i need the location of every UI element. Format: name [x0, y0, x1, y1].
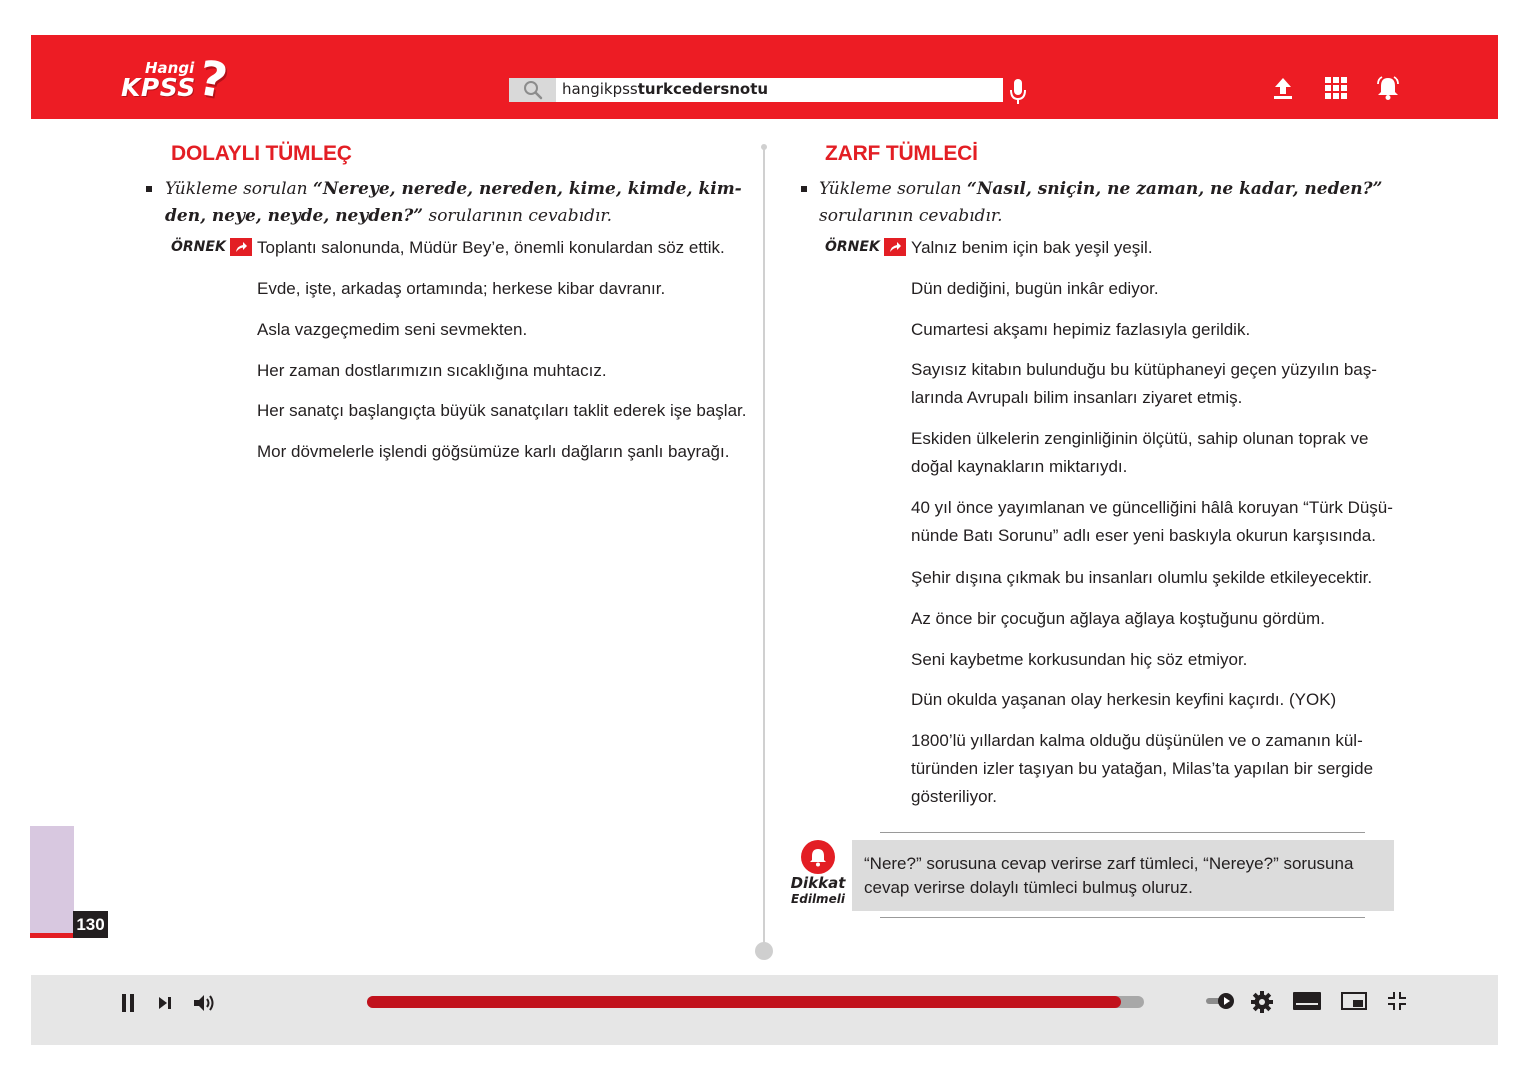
- dikkat-rule-bottom: [880, 917, 1365, 918]
- right-example-6: 40 yıl önce yayımlanan ve güncelliğini hâlâ koruyan “Türk Düşü- nünde Batı Sorunu” adlı eser yeni baskıyla okurun karşısında.: [911, 498, 1393, 545]
- autoplay-toggle-icon[interactable]: [1204, 990, 1236, 1012]
- right-example-2: Dün dediğini, bugün inkâr ediyor.: [911, 279, 1159, 298]
- right-example-1: Yalnız benim için bak yeşil yeşil.: [911, 238, 1153, 257]
- left-bullet-marker: [146, 186, 152, 192]
- search-bar[interactable]: [509, 78, 1003, 102]
- progress-bar-fill: [367, 996, 1121, 1008]
- search-icon: [509, 78, 556, 102]
- progress-bar[interactable]: [367, 996, 1144, 1008]
- search-button[interactable]: [509, 78, 556, 102]
- left-section-title: DOLAYLI TÜMLEÇ: [171, 142, 352, 165]
- search-input[interactable]: [562, 80, 768, 98]
- page-divider-top: [761, 144, 767, 150]
- left-bullet-bold-2: den, neye, neyde, neyden?”: [165, 206, 424, 226]
- right-example-11: 1800’lü yıllardan kalma olduğu düşünülen ve o zamanın kül- türünden izler taşıyan bu yatağan, Milas’ta yapılan bir sergide gösteriliyor.: [911, 731, 1374, 806]
- right-section-title: ZARF TÜMLECİ: [825, 142, 978, 165]
- volume-icon[interactable]: [192, 992, 216, 1014]
- dikkat-label: Dikkat: [790, 874, 846, 892]
- left-example-1: Toplantı salonunda, Müdür Bey’e, önemli konulardan söz ettik.: [257, 238, 725, 257]
- pause-icon[interactable]: [119, 992, 137, 1014]
- right-ornek-label: [825, 238, 906, 256]
- page-divider: [763, 147, 765, 947]
- subtitles-icon[interactable]: [1292, 990, 1322, 1012]
- chapter-side-tab: [30, 826, 74, 938]
- fullscreen-exit-icon[interactable]: [1386, 990, 1408, 1012]
- alarm-bell-icon: [801, 840, 835, 874]
- left-ornek-text: ÖRNEK: [171, 239, 226, 255]
- upload-icon[interactable]: [1270, 75, 1296, 101]
- page-divider-handle[interactable]: [755, 942, 773, 960]
- arrow-icon: [884, 238, 906, 256]
- right-example-4: Sayısız kitabın bulunduğu bu kütüphaneyi geçen yüzyılın baş- larında Avrupalı bilim insanları ziyaret etmiş.: [911, 360, 1377, 407]
- search-query-bold: turkcedersnotu: [637, 80, 769, 98]
- dikkat-rule-top: [880, 832, 1365, 833]
- left-example-6: Mor dövmelerle işlendi göğsümüze karlı dağların şanlı bayrağı.: [257, 442, 730, 461]
- right-bullet-suffix: sorularının cevabıdır.: [819, 206, 1003, 226]
- search-query-prefix: hangikpss: [562, 80, 638, 98]
- right-bullet-marker: [801, 186, 807, 192]
- logo-small-text: Hangi: [145, 59, 195, 77]
- page-number: 130: [73, 911, 108, 938]
- left-ornek-label: [171, 238, 252, 256]
- right-example-5: Eskiden ülkelerin zenginliğinin ölçütü, sahip olunan toprak ve doğal kaynakların miktarıydı.: [911, 429, 1369, 476]
- top-bar: [31, 35, 1498, 119]
- logo-big-text: KPSS: [121, 73, 196, 102]
- left-example-4: Her zaman dostlarımızın sıcaklığına muhtacız.: [257, 361, 607, 380]
- right-bullet-text: [819, 176, 1419, 230]
- notification-bell-icon[interactable]: [1375, 75, 1401, 101]
- left-bullet-prefix: Yükleme sorulan: [165, 179, 314, 199]
- right-bullet-prefix: Yükleme sorulan: [819, 179, 968, 199]
- left-example-5: Her sanatçı başlangıçta büyük sanatçıları taklit ederek işe başlar.: [257, 401, 747, 420]
- miniplayer-icon[interactable]: [1340, 990, 1368, 1012]
- hangi-kpss-logo[interactable]: [121, 50, 241, 110]
- left-bullet-suffix: sorularının cevabıdır.: [423, 206, 612, 226]
- left-example-3: Asla vazgeçmedim seni sevmekten.: [257, 320, 528, 339]
- arrow-icon: [230, 238, 252, 256]
- player-controls-bar: [31, 975, 1498, 1045]
- right-example-10: Dün okulda yaşanan olay herkesin keyfini kaçırdı. (YOK): [911, 690, 1337, 709]
- next-icon[interactable]: [156, 994, 174, 1012]
- left-bullet-bold-1: “Nereye, nerede, nereden, kime, kimde, kim-: [313, 179, 742, 199]
- right-ornek-text: ÖRNEK: [825, 239, 880, 255]
- right-example-9: Seni kaybetme korkusundan hiç söz etmiyor.: [911, 650, 1248, 669]
- chapter-side-tab-accent: [30, 933, 74, 938]
- dikkat-note: “Nere?” sorusuna cevap verirse zarf tümleci, “Nereye?” sorusuna cevap verirse dolaylı tümleci bulmuş oluruz.: [852, 840, 1394, 911]
- logo-question-mark: ?: [194, 50, 232, 110]
- grid-icon[interactable]: [1323, 75, 1349, 101]
- right-bullet-bold: “Nasıl, sniçin, ne zaman, ne kadar, neden?”: [967, 179, 1383, 199]
- settings-gear-icon[interactable]: [1250, 990, 1274, 1014]
- right-example-7: Şehir dışına çıkmak bu insanları olumlu şekilde etkileyecektir.: [911, 568, 1373, 587]
- right-example-3: Cumartesi akşamı hepimiz fazlasıyla gerildik.: [911, 320, 1251, 339]
- dikkat-sublabel: Edilmeli: [791, 892, 845, 906]
- left-bullet-text: [165, 176, 755, 230]
- left-example-2: Evde, işte, arkadaş ortamında; herkese kibar davranır.: [257, 279, 666, 298]
- right-example-8: Az önce bir çocuğun ağlaya ağlaya koştuğunu gördüm.: [911, 609, 1325, 628]
- microphone-icon[interactable]: [1008, 78, 1028, 106]
- dikkat-badge: [787, 838, 849, 910]
